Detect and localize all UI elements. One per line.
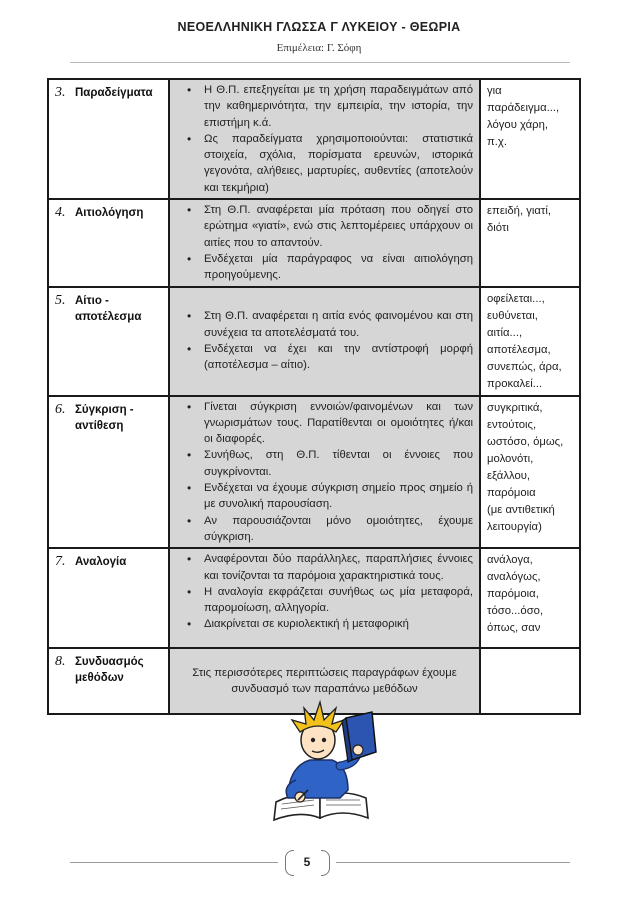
connectives-cell (480, 79, 580, 199)
bullet-item: • Διακρίνεται σε κυριολεκτική ή μεταφορική (170, 616, 473, 632)
bullet-item: • Στη Θ.Π. αναφέρεται μία πρόταση που οδηγεί στο ερώτημα «γιατί», ενώ στις λεπτομέρειες υπάρχουν οι αιτίες που το απαντούν. (170, 202, 473, 251)
connective-word: μολονότι, (487, 452, 534, 465)
connective-word: ωστόσο, όμως, (487, 435, 564, 448)
technique-cell (48, 79, 169, 199)
bullet-item: • Συνήθως, στη Θ.Π. τίθενται οι έννοιες που συγκρίνονται. (170, 447, 473, 480)
description-cell (169, 548, 480, 648)
method-row (48, 79, 580, 199)
footer-divider-right (336, 862, 570, 863)
document-header-title: ΝΕΟΕΛΛΗΝΙΚΗ ΓΛΩΣΣΑ Γ ΛΥΚΕΙΟΥ - ΘΕΩΡΙΑ (177, 20, 461, 34)
bullet-item: • Ενδέχεται μία παράγραφος να είναι αιτιολόγηση προηγούμενης. (170, 251, 473, 284)
connective-word: συνεπώς, άρα, (487, 360, 562, 373)
connective-word: (με αντιθετική (487, 503, 555, 516)
combined-methods-text: Στις περισσότερες περιπτώσεις παραγράφων έχουμε συνδυασμό των παραπάνω μεθόδων (192, 667, 457, 696)
method-row (48, 199, 580, 286)
connectives-cell (480, 287, 580, 396)
row-number: 7. (55, 554, 66, 570)
bullet-item: • Η αναλογία εκφράζεται συνήθως ως μία μεταφορά, παρομοίωση, αλληγορία. (170, 584, 473, 617)
description-cell (169, 287, 480, 396)
connective-word: οφείλεται..., (487, 292, 545, 305)
row-number: 5. (55, 292, 66, 308)
technique-cell (48, 396, 169, 549)
method-row (48, 396, 580, 549)
method-row (48, 548, 580, 648)
bullet-item: • Στη Θ.Π. αναφέρεται η αιτία ενός φαινομένου και στη συνέχεια τα αποτελέσματά του. (170, 308, 473, 341)
connective-word: παρόμοια, (487, 588, 539, 601)
connective-word: αιτία..., (487, 326, 523, 339)
row-number: 8. (55, 654, 66, 670)
method-row (48, 287, 580, 396)
technique-cell (48, 648, 169, 714)
technique-cell (48, 287, 169, 396)
technique-cell (48, 548, 169, 648)
footer-divider-left (70, 862, 278, 863)
connective-word: ανάλογα, (487, 554, 533, 567)
student-reading-icon (248, 694, 388, 829)
description-cell (169, 396, 480, 549)
connective-word: για (487, 85, 502, 97)
row-number: 4. (55, 205, 66, 221)
document-header-subtitle: Επιμέλεια: Γ. Σόφη (276, 42, 362, 54)
technique-name: Αναλογία (75, 556, 127, 569)
bullet-item: • Αναφέρονται δύο παράλληλες, παραπλήσιες έννοιες και τονίζονται τα παρόμοια χαρακτηριστικά τους. (170, 551, 473, 584)
connective-word: όπως, σαν (487, 622, 541, 635)
technique-name: Σύγκριση - αντίθεση (75, 403, 134, 432)
header-divider (70, 62, 570, 63)
connective-word: επειδή, γιατί, (487, 205, 552, 218)
connective-word: αναλόγως, (487, 571, 541, 584)
methods-table (47, 78, 581, 715)
connective-word: λόγου χάρη, (487, 119, 549, 131)
technique-name: Αίτιο - αποτέλεσμα (75, 294, 142, 323)
connective-word: προκαλεί... (487, 377, 543, 390)
connective-word: τόσο...όσο, (487, 605, 544, 618)
description-cell (169, 199, 480, 286)
bullet-item: • Ως παραδείγματα χρησιμοποιούνται: στατιστικά στοιχεία, σχόλια, πορίσματα ερευνών, ιστορικά γεγονότα, αλήθειες, μαρτυρίες, αυθεντίες (αποτελούν και τεκμήρια) (170, 131, 473, 196)
bullet-item: • Γίνεται σύγκριση εννοιών/φαινομένων και των γνωρισμάτων τους. Παρατίθενται οι ομοιότητες ή/και οι διαφορές. (170, 399, 473, 448)
connectives-cell (480, 548, 580, 648)
bullet-item: • Η Θ.Π. επεξηγείται με τη χρήση παραδειγμάτων από την καθημερινότητα, την εμπειρία, την ιστορία, την επιστήμη κ.ά. (170, 82, 473, 131)
connective-word: αποτέλεσμα, (487, 343, 551, 356)
connective-word: ευθύνεται, (487, 309, 538, 322)
connective-word: παράδειγμα..., (487, 102, 560, 114)
description-cell (169, 79, 480, 199)
connective-word: εντούτοις, (487, 418, 537, 431)
technique-name: Αιτιολόγηση (75, 207, 144, 220)
connective-word: παρόμοια (487, 486, 536, 499)
connective-word: συγκριτικά, (487, 401, 543, 414)
technique-name: Παραδείγματα (75, 87, 153, 99)
row-number: 6. (55, 401, 66, 417)
connective-word: λειτουργία) (487, 520, 542, 533)
bullet-item: • Ενδέχεται να έχει και την αντίστροφή μορφή (αποτέλεσμα – αίτιο). (170, 341, 473, 374)
row-number: 3. (55, 85, 66, 100)
technique-cell (48, 199, 169, 286)
page-number: 5 (303, 855, 311, 869)
technique-name: Συνδυασμός μεθόδων (75, 656, 144, 685)
connective-word: π.χ. (487, 136, 508, 148)
connectives-cell (480, 199, 580, 286)
connectives-cell (480, 648, 580, 714)
connectives-cell (480, 396, 580, 549)
connective-word: εξάλλου, (487, 469, 531, 482)
bullet-item: • Ενδέχεται να έχουμε σύγκριση σημείο προς σημείο ή με συνολική παρουσίαση. (170, 480, 473, 513)
connective-word: διότι (487, 222, 509, 235)
bullet-item: • Αν παρουσιάζονται μόνο ομοιότητες, έχουμε σύγκριση. (170, 513, 473, 546)
